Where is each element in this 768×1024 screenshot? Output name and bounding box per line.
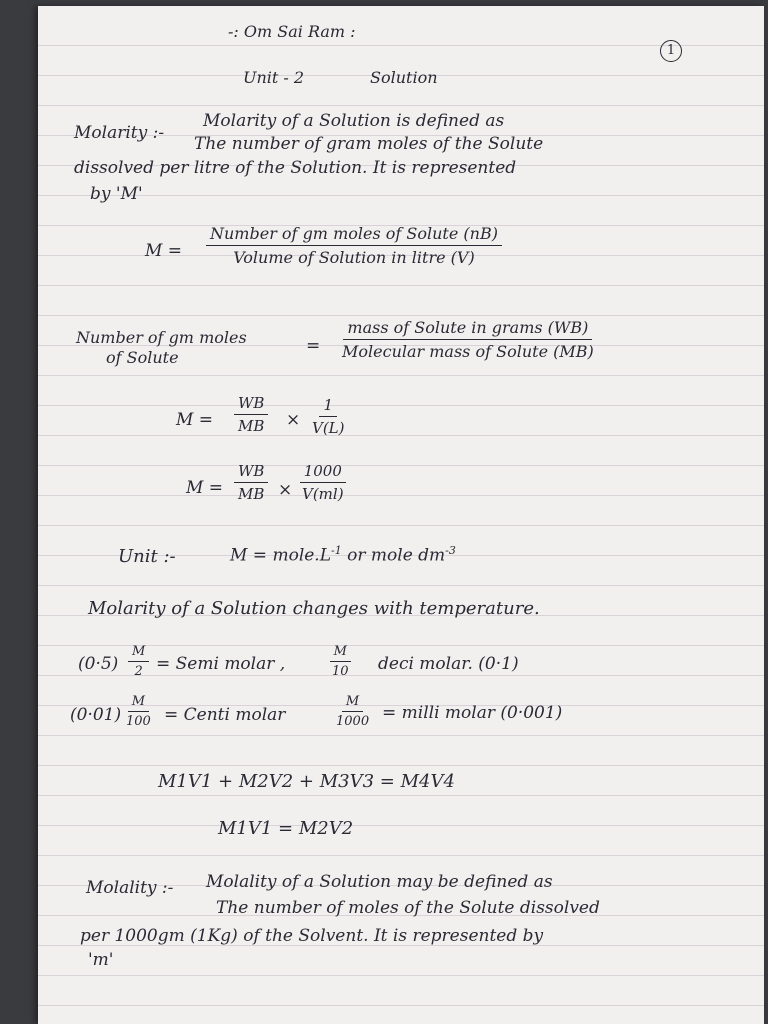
molality-line-3: per 1000gm (1Kg) of the Solvent. It is represented by [80, 926, 544, 946]
formula-4-den-2: V(ml) [302, 485, 344, 503]
header-title: -: Om Sai Ram : [228, 22, 356, 41]
formula-3-times: × [286, 410, 301, 430]
molality-line-1: Molality of a Solution may be defined as [206, 872, 553, 892]
molarity-line-1: Molarity of a Solution is defined as [203, 111, 505, 131]
formula-4-times: × [278, 480, 293, 500]
semi-fraction [128, 644, 149, 679]
formula-3-num-2: 1 [319, 396, 337, 417]
unit-line-sup-2: -3 [445, 544, 456, 557]
formula-4-lhs: M = [186, 478, 224, 498]
unit-line-main: M = mole.L [230, 545, 332, 566]
formula-1-numerator: Number of gm moles of Solute (nB) [206, 224, 502, 246]
molarity-line-3: dissolved per litre of the Solution. It is represented [74, 158, 517, 178]
centi-text: = Centi molar [164, 705, 286, 725]
molality-line-2: The number of moles of the Solute dissolved [216, 898, 600, 918]
centi-fraction [122, 694, 155, 729]
milli-den: 1000 [336, 714, 370, 729]
formula-2-numerator: mass of Solute in grams (WB) [343, 318, 592, 340]
molarity-line-2: The number of gram moles of the Solute [194, 134, 544, 154]
centi-den: 100 [126, 714, 151, 729]
semi-prefix: (0·5) [78, 654, 119, 674]
formula-1-lhs: M = [145, 241, 183, 261]
deci-text: deci molar. (0·1) [378, 654, 519, 674]
semi-text: = Semi molar , [156, 654, 286, 674]
molality-line-4: 'm' [88, 950, 114, 970]
formula-2-fraction [338, 318, 598, 361]
unit-line-text [230, 544, 456, 566]
semi-num: M [128, 644, 149, 662]
formula-2-denominator: Molecular mass of Solute (MB) [342, 342, 594, 361]
molarity-heading: Molarity :- [74, 123, 165, 143]
formula-4-fraction-1 [234, 462, 268, 503]
molality-heading: Molality :- [86, 878, 174, 898]
centi-prefix: (0·01) [70, 705, 122, 725]
milli-fraction [332, 694, 373, 729]
formula-4-den-1: MB [238, 485, 265, 503]
deci-den: 10 [332, 664, 349, 679]
formula-3-fraction-2 [308, 396, 349, 437]
deci-num: M [330, 644, 351, 662]
formula-2-equals: = [306, 336, 321, 356]
formula-3-lhs: M = [176, 410, 214, 430]
dilution-equation-2: M1V1 = M2V2 [218, 818, 354, 839]
deci-fraction [328, 644, 353, 679]
temperature-note: Molarity of a Solution changes with temperature. [88, 598, 540, 619]
semi-den: 2 [134, 664, 143, 679]
formula-1-fraction [206, 224, 502, 267]
page-number: 1 [660, 40, 682, 62]
milli-num: M [342, 694, 363, 712]
formula-4-fraction-2 [298, 462, 348, 503]
unit-topic: Solution [370, 68, 438, 87]
unit-line-label: Unit :- [118, 546, 176, 567]
formula-2-lhs-line2: of Solute [106, 348, 179, 367]
milli-text: = milli molar (0·001) [382, 703, 563, 723]
molarity-line-4: by 'M' [90, 184, 143, 204]
formula-2-lhs-line1: Number of gm moles [76, 328, 247, 347]
unit-line-sup-1: -1 [331, 544, 342, 557]
notebook-page [38, 6, 764, 1024]
formula-4-num-1: WB [234, 462, 268, 483]
centi-num: M [128, 694, 149, 712]
formula-4-num-2: 1000 [300, 462, 346, 483]
dilution-equation-1: M1V1 + M2V2 + M3V3 = M4V4 [158, 771, 455, 792]
unit-label: Unit - 2 [243, 68, 305, 87]
unit-line-mid: or mole dm [341, 545, 446, 566]
formula-3-fraction-1 [234, 394, 268, 435]
formula-3-den-1: MB [238, 417, 265, 435]
formula-3-den-2: V(L) [312, 419, 345, 437]
formula-3-num-1: WB [234, 394, 268, 415]
formula-1-denominator: Volume of Solution in litre (V) [233, 248, 475, 267]
